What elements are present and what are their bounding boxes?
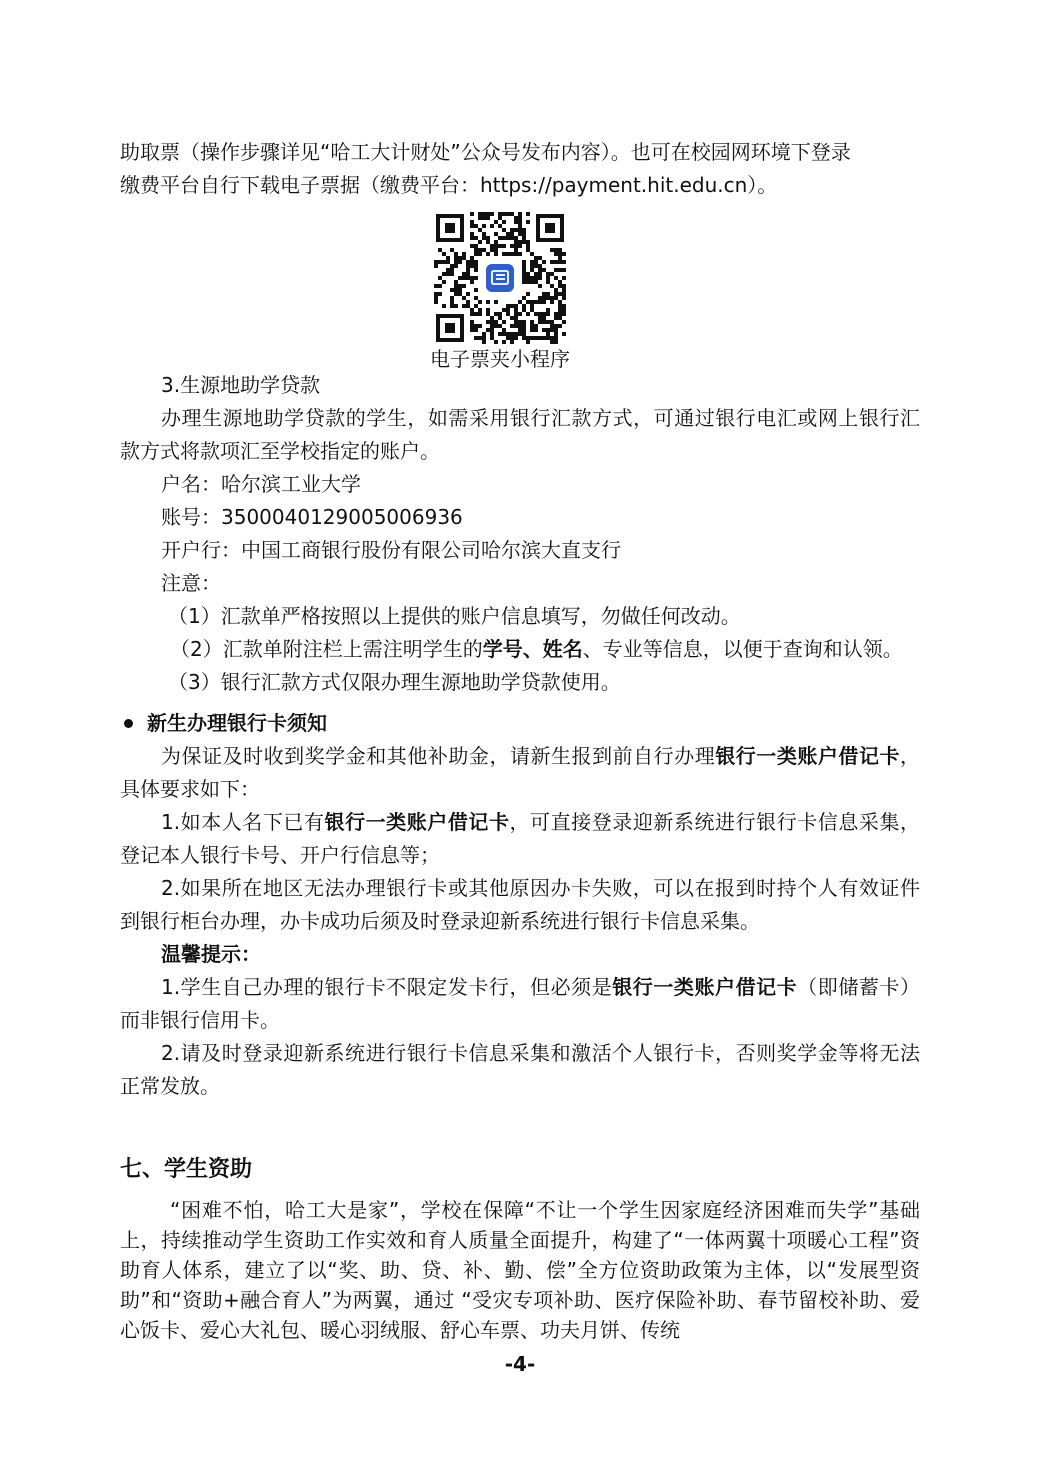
loan-paragraph: 办理生源地助学贷款的学生，如需采用银行汇款方式，可通过银行电汇或网上银行汇款方式将款项汇至学校指定的账户。 bbox=[120, 406, 920, 463]
qr-caption: 电子票夹小程序 bbox=[430, 347, 570, 371]
note-2-text-a: （2）汇款单附注栏上需注明学生的 bbox=[170, 637, 483, 661]
section-title: 七、学生资助 bbox=[120, 1157, 253, 1182]
tip1-bold: 银行一类账户借记卡 bbox=[612, 975, 798, 999]
tip-2: 2.请及时登录迎新系统进行银行卡信息采集和激活个人银行卡，否则奖学金等将无法正常发放。 bbox=[120, 1041, 920, 1098]
bank-card-heading-text: 新生办理银行卡须知 bbox=[147, 711, 327, 735]
item1-text-b: ，可直接登录迎新系统进行银行卡信息采集，登记本人银行卡号、开户行信息等； bbox=[120, 810, 921, 867]
bank-card-item-2: 2.如果所在地区无法办理银行卡或其他原因办卡失败，可以在报到时持个人有效证件到银行柜台办理，办卡成功后须及时登录迎新系统进行银行卡信息采集。 bbox=[120, 876, 920, 933]
qr-code-icon bbox=[434, 212, 566, 344]
note-2-text-b: 、专业等信息，以便于查询和认领。 bbox=[582, 637, 903, 661]
tip1-text-b: （即储蓄卡）而非银行信用卡。 bbox=[120, 975, 920, 1032]
intro-text-b: ，具体要求如下： bbox=[120, 744, 921, 801]
tip1-text-a: 1.学生自己办理的银行卡不限定发卡行，但必须是 bbox=[161, 975, 613, 999]
account-name: 户名：哈尔滨工业大学 bbox=[161, 472, 361, 496]
tips-label bbox=[120, 938, 920, 971]
note-label: 注意： bbox=[161, 571, 221, 595]
section7-body bbox=[120, 1195, 920, 1345]
intro-bold: 银行一类账户借记卡 bbox=[715, 744, 901, 768]
loan-section bbox=[120, 369, 920, 1103]
account-number: 账号：3500040129005006936 bbox=[161, 505, 463, 529]
intro-text-a: 为保证及时收到奖学金和其他补助金，请新生报到前自行办理 bbox=[161, 744, 716, 768]
loan-heading: 3.生源地助学贷款 bbox=[161, 373, 321, 397]
section7-paragraph: “困难不怕，哈工大是家”，学校在保障“不让一个学生因家庭经济困难而失学”基础上，持续推动学生资助工作实效和育人质量全面提升，构建了“一体两翼十项暖心工程”资助育人体系，建立了以“奖、助、贷、补、勤、偿”全方位资助政策为主体，以“发展型资助”和“资助+融合育人”为两翼，通过 “受灾专项补助、医疗保险补助、春节留校补助、爱心饭卡、爱心大礼包、暖心羽绒服、舒心车票、功夫月饼、传统 bbox=[120, 1198, 920, 1342]
note-2-bold: 学号、姓名 bbox=[482, 637, 583, 661]
note-3: （3）银行汇款方式仅限办理生源地助学贷款使用。 bbox=[168, 670, 621, 694]
note-1: （1）汇款单严格按照以上提供的账户信息填写，勿做任何改动。 bbox=[168, 604, 741, 628]
bank-card-heading bbox=[120, 707, 920, 740]
bank-card-item-1 bbox=[120, 806, 920, 872]
bank-name: 开户行：中国工商银行股份有限公司哈尔滨大直支行 bbox=[161, 538, 621, 562]
note-2 bbox=[120, 633, 920, 666]
page-number: -4- bbox=[504, 1352, 536, 1376]
bullet-icon bbox=[124, 719, 133, 728]
qr-code bbox=[434, 212, 566, 344]
item1-text-a: 1.如本人名下已有 bbox=[161, 810, 325, 834]
top-paragraph-line2: 缴费平台自行下载电子票据（缴费平台：https://payment.hit.edu.cn）。 bbox=[120, 173, 778, 197]
tips-label-text: 温馨提示： bbox=[161, 942, 261, 966]
top-paragraph-line1: 助取票（操作步骤详见“哈工大计财处”公众号发布内容）。也可在校园网环境下登录 bbox=[120, 140, 851, 164]
item1-bold: 银行一类账户借记卡 bbox=[324, 810, 510, 834]
bank-card-intro bbox=[120, 740, 920, 806]
top-paragraph bbox=[120, 136, 920, 202]
tip-1 bbox=[120, 971, 920, 1037]
